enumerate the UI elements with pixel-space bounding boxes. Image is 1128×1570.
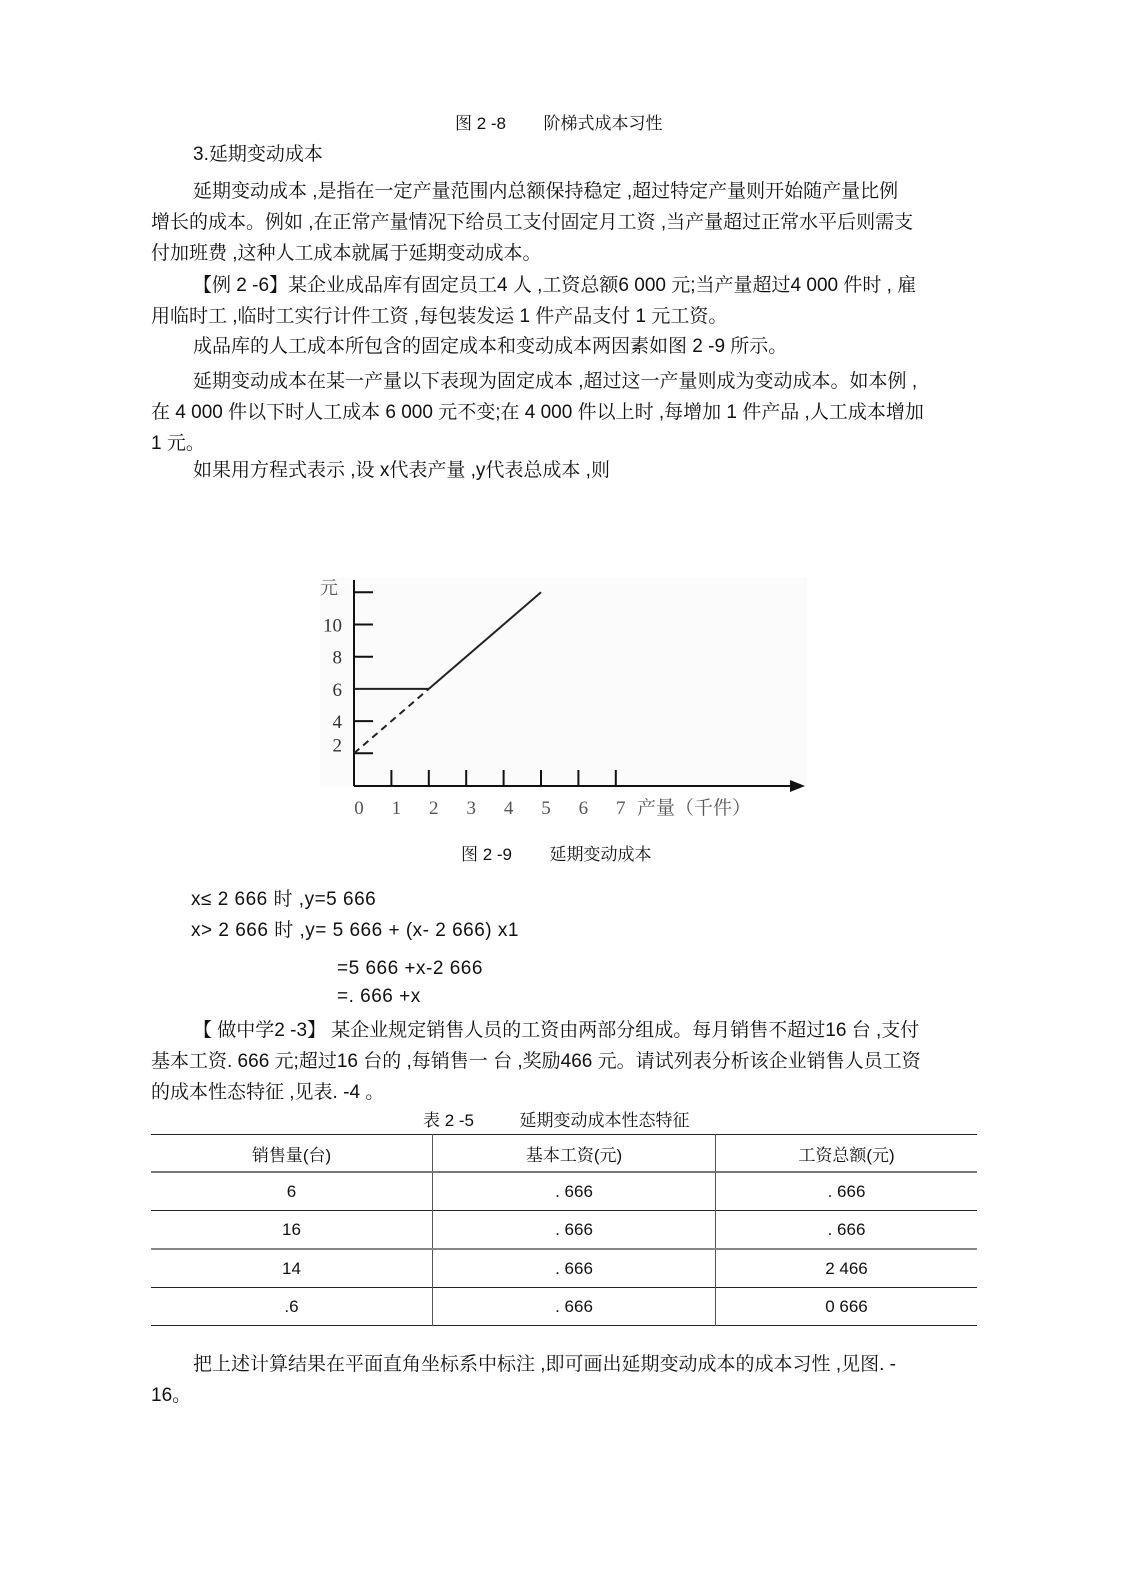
paragraph-definition <box>151 176 981 269</box>
text-line: 用临时工 ,临时工实行计件工资 ,每包装发运 1 件产品支付 1 元工资。 <box>151 306 728 327</box>
equation-line: x≤ 2 666 时 ,y=5 666 <box>191 889 377 910</box>
text-line: 如果用方程式表示 ,设 x代表产量 ,y代表总成本 ,则 <box>193 460 610 481</box>
table-cell: . 666 <box>716 1172 978 1211</box>
column-header: 销售量(台) <box>251 1145 332 1165</box>
table-cell: . 666 <box>433 1249 716 1288</box>
text-line: 1 元。 <box>151 433 205 454</box>
x-tick-label: 1 <box>391 798 402 819</box>
x-tick-label: 3 <box>466 798 476 819</box>
x-tick-label: 5 <box>541 798 551 819</box>
y-axis-label: 元 <box>320 578 338 598</box>
table-cell: 0 666 <box>716 1288 978 1326</box>
text-line: 基本工资. 666 元;超过16 台的 ,每销售一 台 ,奖励466 元。请试列表分析该企业销售人员工资 <box>151 1051 921 1072</box>
equation-line: x> 2 666 时 ,y= 5 666 + (x- 2 666) x1 <box>191 920 519 941</box>
text-line: 延期变动成本 ,是指在一定产量范围内总额保持稳定 ,超过特定产量则开始随产量比例 <box>193 181 899 202</box>
x-tick-label: 2 <box>429 798 439 819</box>
text-line: 【 做中学2 -3】 某企业规定销售人员的工资由两部分组成。每月销售不超过16 台 ,支付 <box>193 1020 920 1041</box>
closing-paragraph <box>151 1349 981 1411</box>
figure-2-8-caption <box>455 109 663 134</box>
y-tick-label: 10 <box>323 615 342 637</box>
table-cell: 16 <box>282 1219 301 1239</box>
exercise-paragraph <box>151 1015 981 1108</box>
paragraph-explanation <box>151 366 981 459</box>
section-heading: 3.延期变动成本 <box>193 144 323 165</box>
table-row <box>151 1249 977 1288</box>
figure-label: 图 2 -8 <box>455 114 507 133</box>
table-label: 表 2 -5 <box>423 1111 475 1130</box>
table-caption <box>423 1106 690 1131</box>
text-line: 成品库的人工成本所包含的固定成本和变动成本两因素如图 2 -9 所示。 <box>193 336 788 357</box>
x-tick-label: 7 <box>616 798 626 819</box>
x-tick-label: 0 <box>354 798 364 819</box>
y-tick-label: 6 <box>332 679 342 701</box>
table-row <box>151 1288 977 1326</box>
paragraph-figure-ref <box>151 331 981 362</box>
chart-background <box>320 578 807 786</box>
x-tick-label: 4 <box>503 798 514 819</box>
deferred-variable-cost-chart <box>300 570 820 830</box>
equation-line: =. 666 +x <box>337 986 421 1007</box>
text-line: 增长的成本。例如 ,在正常产量情况下给员工支付固定月工资 ,当产量超过正常水平后则需支 <box>151 212 914 233</box>
table-cell: .6 <box>284 1296 299 1316</box>
y-tick-label: 4 <box>332 712 342 734</box>
table-cell: 2 466 <box>716 1249 978 1288</box>
text-line: 在 4 000 件以下时人工成本 6 000 元不变;在 4 000 件以上时 ,每增加 1 件产品 ,人工成本增加 <box>151 402 924 423</box>
table-cell: 14 <box>282 1258 301 1278</box>
figure-title: 延期变动成本 <box>549 845 652 864</box>
equation-line: =5 666 +x-2 666 <box>337 958 483 979</box>
paragraph-example <box>151 270 981 332</box>
x-tick-label: 6 <box>578 798 589 819</box>
y-tick-label: 2 <box>332 735 342 757</box>
figure-title: 阶梯式成本习性 <box>543 114 663 133</box>
figure-label: 图 2 -9 <box>461 845 513 864</box>
text-line: 付加班费 ,这种人工成本就属于延期变动成本。 <box>151 243 542 264</box>
table-cell: . 666 <box>716 1211 978 1250</box>
table-cell: . 666 <box>433 1172 716 1211</box>
table-cell: . 666 <box>433 1211 716 1250</box>
cost-behavior-table <box>151 1134 977 1326</box>
table-row <box>151 1211 977 1250</box>
x-axis-label: 产量（千件） <box>637 798 752 819</box>
column-header: 工资总额(元) <box>716 1135 978 1173</box>
paragraph-equation-intro <box>151 455 981 486</box>
text-line: 的成本性态特征 ,见表. -4 。 <box>151 1082 385 1103</box>
table-header-row <box>151 1135 977 1173</box>
y-tick-label: 8 <box>332 647 342 669</box>
table-title: 延期变动成本性态特征 <box>519 1111 690 1130</box>
text-line: 延期变动成本在某一产量以下表现为固定成本 ,超过这一产量则成为变动成本。如本例 , <box>193 371 918 392</box>
table-cell: . 666 <box>433 1288 716 1326</box>
text-line: 【例 2 -6】某企业成品库有固定员工4 人 ,工资总额6 000 元;当产量超过4 000 件时 , 雇 <box>193 275 917 296</box>
text-line: 16。 <box>151 1385 192 1406</box>
table-cell: 6 <box>286 1181 297 1201</box>
table-row <box>151 1172 977 1211</box>
figure-2-9-caption <box>461 840 652 865</box>
text-line: 把上述计算结果在平面直角坐标系中标注 ,即可画出延期变动成本的成本习性 ,见图. - <box>193 1354 897 1375</box>
column-header: 基本工资(元) <box>433 1135 716 1173</box>
